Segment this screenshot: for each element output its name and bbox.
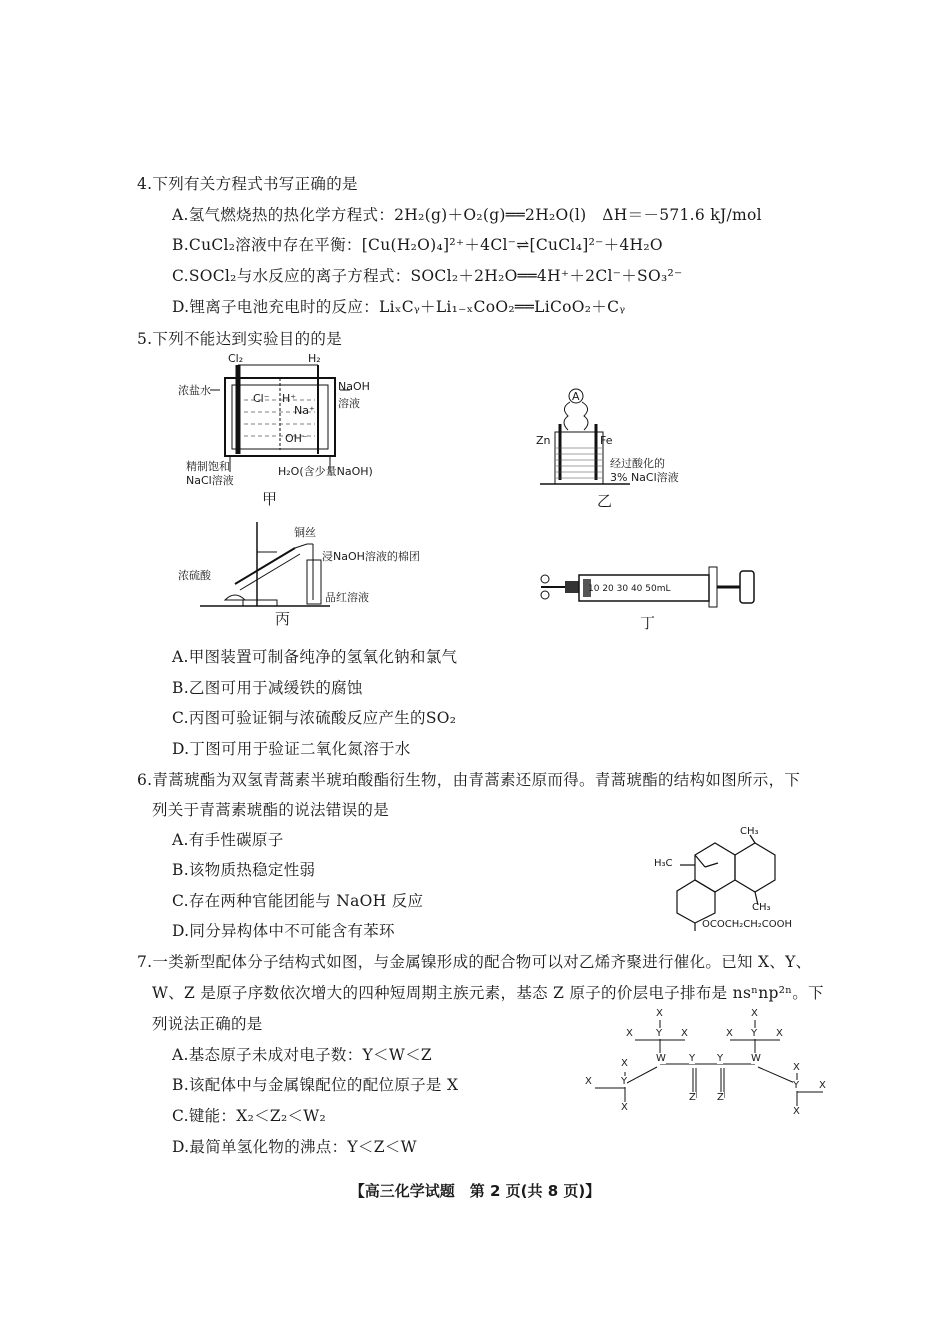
q7-option-a: A.基态原子未成对电子数：Y＜W＜Z	[172, 1046, 432, 1064]
ligand-atom-y: Y	[656, 1028, 663, 1039]
ligand-atom-z: Z	[689, 1092, 696, 1103]
q6-option-c: C.存在两种官能团能与 NaOH 反应	[172, 892, 424, 910]
q5-option-c: C.丙图可验证铜与浓硫酸反应产生的SO₂	[172, 709, 457, 727]
ligand-atom-y: Y	[793, 1080, 800, 1091]
q5-option-d: D.丁图可用于验证二氧化氮溶于水	[172, 740, 411, 758]
fig-ding-scale-label: 10 20 30 40 50mL	[588, 584, 671, 594]
fig-yi-fe-label: Fe	[600, 434, 613, 447]
fig-bing-pinhong-label: 品红溶液	[325, 591, 369, 604]
ligand-atom-w: W	[656, 1053, 666, 1064]
q7-stem-line-2: W、Z 是原子序数依次增大的四种短周期主族元素，基态 Z 原子的价层电子排布是 nsⁿnp²ⁿ。下	[152, 984, 824, 1002]
page-footer: 【高三化学试题 第 2 页(共 8 页)】	[349, 1182, 601, 1200]
q7-option-c: C.键能：X₂＜Z₂＜W₂	[172, 1107, 327, 1125]
fig-jia-jingzhi-label-1: 精制饱和	[186, 460, 230, 473]
fig-jia-cl-ion-label: Cl⁻	[253, 392, 270, 405]
ligand-atom-x: X	[681, 1028, 688, 1039]
fig-yi-ammeter-label: A	[572, 390, 580, 403]
fig-bing-tongsi-label: 铜丝	[294, 526, 316, 539]
ligand-atom-w: W	[751, 1053, 761, 1064]
mol-ch3-top: CH₃	[740, 826, 759, 837]
q5-stem: 5.下列不能达到实验目的的是	[137, 330, 342, 348]
fig-yi-caption: 乙	[597, 492, 613, 510]
fig-bing-caption: 丙	[275, 610, 291, 628]
ligand-atom-y: Y	[689, 1053, 696, 1064]
q7-stem-line-1: 7.一类新型配体分子结构式如图，与金属镍形成的配合物可以对乙烯齐聚进行催化。已知 X、Y、	[137, 953, 812, 971]
q6-option-a: A.有手性碳原子	[172, 831, 284, 849]
fig-jia-water-label: H₂O(含少量NaOH)	[278, 465, 373, 478]
q4-option-c: C.SOCl₂与水反应的离子方程式：SOCl₂＋2H₂O══4H⁺＋2Cl⁻＋SO₃²⁻	[172, 267, 683, 285]
q7-option-d: D.最简单氢化物的沸点：Y＜Z＜W	[172, 1138, 417, 1156]
fig-jia-h-ion-label: H⁺	[282, 392, 297, 405]
q4-option-a: A.氢气燃烧热的热化学方程式：2H₂(g)＋O₂(g)══2H₂O(l) ΔH＝－571.6 kJ/mol	[172, 206, 762, 224]
q6-option-d: D.同分异构体中不可能含有苯环	[172, 922, 395, 940]
ligand-atom-x: X	[621, 1058, 628, 1069]
mol-ester-chain: OCOCH₂CH₂COOH	[702, 919, 792, 930]
q6-option-b: B.该物质热稳定性弱	[172, 861, 316, 879]
fig-jia-jingzhi-label-2: NaCl溶液	[186, 474, 234, 487]
q6-stem-line-1: 6.青蒿琥酯为双氢青蒿素半琥珀酸酯衍生物，由青蒿素还原而得。青蒿琥酯的结构如图所示，下	[137, 771, 801, 789]
q5-option-a: A.甲图装置可制备纯净的氢氧化钠和氯气	[172, 648, 458, 666]
fig-yi-solution-label-1: 经过酸化的	[610, 457, 665, 470]
q7-option-b: B.该配体中与金属镍配位的配位原子是 X	[172, 1076, 459, 1094]
fig-jia-h2-label: H₂	[308, 352, 321, 365]
fig-jia-na-ion-label: Na⁺	[294, 404, 315, 417]
fig-jia-naoh-label: NaOH	[338, 380, 370, 393]
fig-yi-zn-label: Zn	[536, 434, 551, 447]
ligand-atom-y: Y	[621, 1076, 628, 1087]
fig-jia-nongyanshui-label: 浓盐水	[178, 384, 211, 397]
ligand-atom-x: X	[793, 1106, 800, 1117]
ligand-atom-x: X	[626, 1028, 633, 1039]
ligand-atom-x: X	[776, 1028, 783, 1039]
fig-jia-caption: 甲	[262, 490, 278, 508]
ligand-atom-x: X	[819, 1080, 826, 1091]
fig-jia-cl2-label: Cl₂	[228, 352, 244, 365]
q4-option-d: D.锂离子电池充电时的反应：LiₓCᵧ＋Li₁₋ₓCoO₂══LiCoO₂＋Cᵧ	[172, 298, 626, 316]
fig-jia-rongye-label: 溶液	[338, 397, 360, 410]
fig-yi-solution-label-2: 3% NaCl溶液	[610, 471, 679, 484]
fig-ding-caption: 丁	[640, 614, 656, 632]
fig-bing-acid-label: 浓硫酸	[178, 569, 211, 582]
ligand-atom-x: X	[726, 1028, 733, 1039]
q7-stem-line-3: 列说法正确的是	[152, 1015, 263, 1033]
fig-jia-oh-ion-label: OH⁻	[285, 432, 308, 445]
q6-stem-line-2: 列关于青蒿素琥酯的说法错误的是	[152, 801, 390, 819]
mol-h3c: H₃C	[654, 858, 673, 869]
ligand-atom-y: Y	[717, 1053, 724, 1064]
ligand-atom-x: X	[793, 1062, 800, 1073]
ligand-atom-y: Y	[751, 1028, 758, 1039]
q5-option-b: B.乙图可用于减缓铁的腐蚀	[172, 679, 363, 697]
ligand-atom-x: X	[656, 1008, 663, 1019]
q4-option-b: B.CuCl₂溶液中存在平衡：[Cu(H₂O)₄]²⁺＋4Cl⁻⇌[CuCl₄]²⁻＋4H₂O	[172, 236, 663, 254]
mol-ch3-mid: CH₃	[752, 902, 771, 913]
fig-bing-cotton-label: 浸NaOH溶液的棉团	[322, 550, 420, 563]
ligand-atom-x: X	[585, 1076, 592, 1087]
q4-stem: 4.下列有关方程式书写正确的是	[137, 175, 358, 193]
ligand-atom-x: X	[751, 1008, 758, 1019]
ligand-atom-x: X	[621, 1102, 628, 1113]
ligand-atom-z: Z	[717, 1092, 724, 1103]
